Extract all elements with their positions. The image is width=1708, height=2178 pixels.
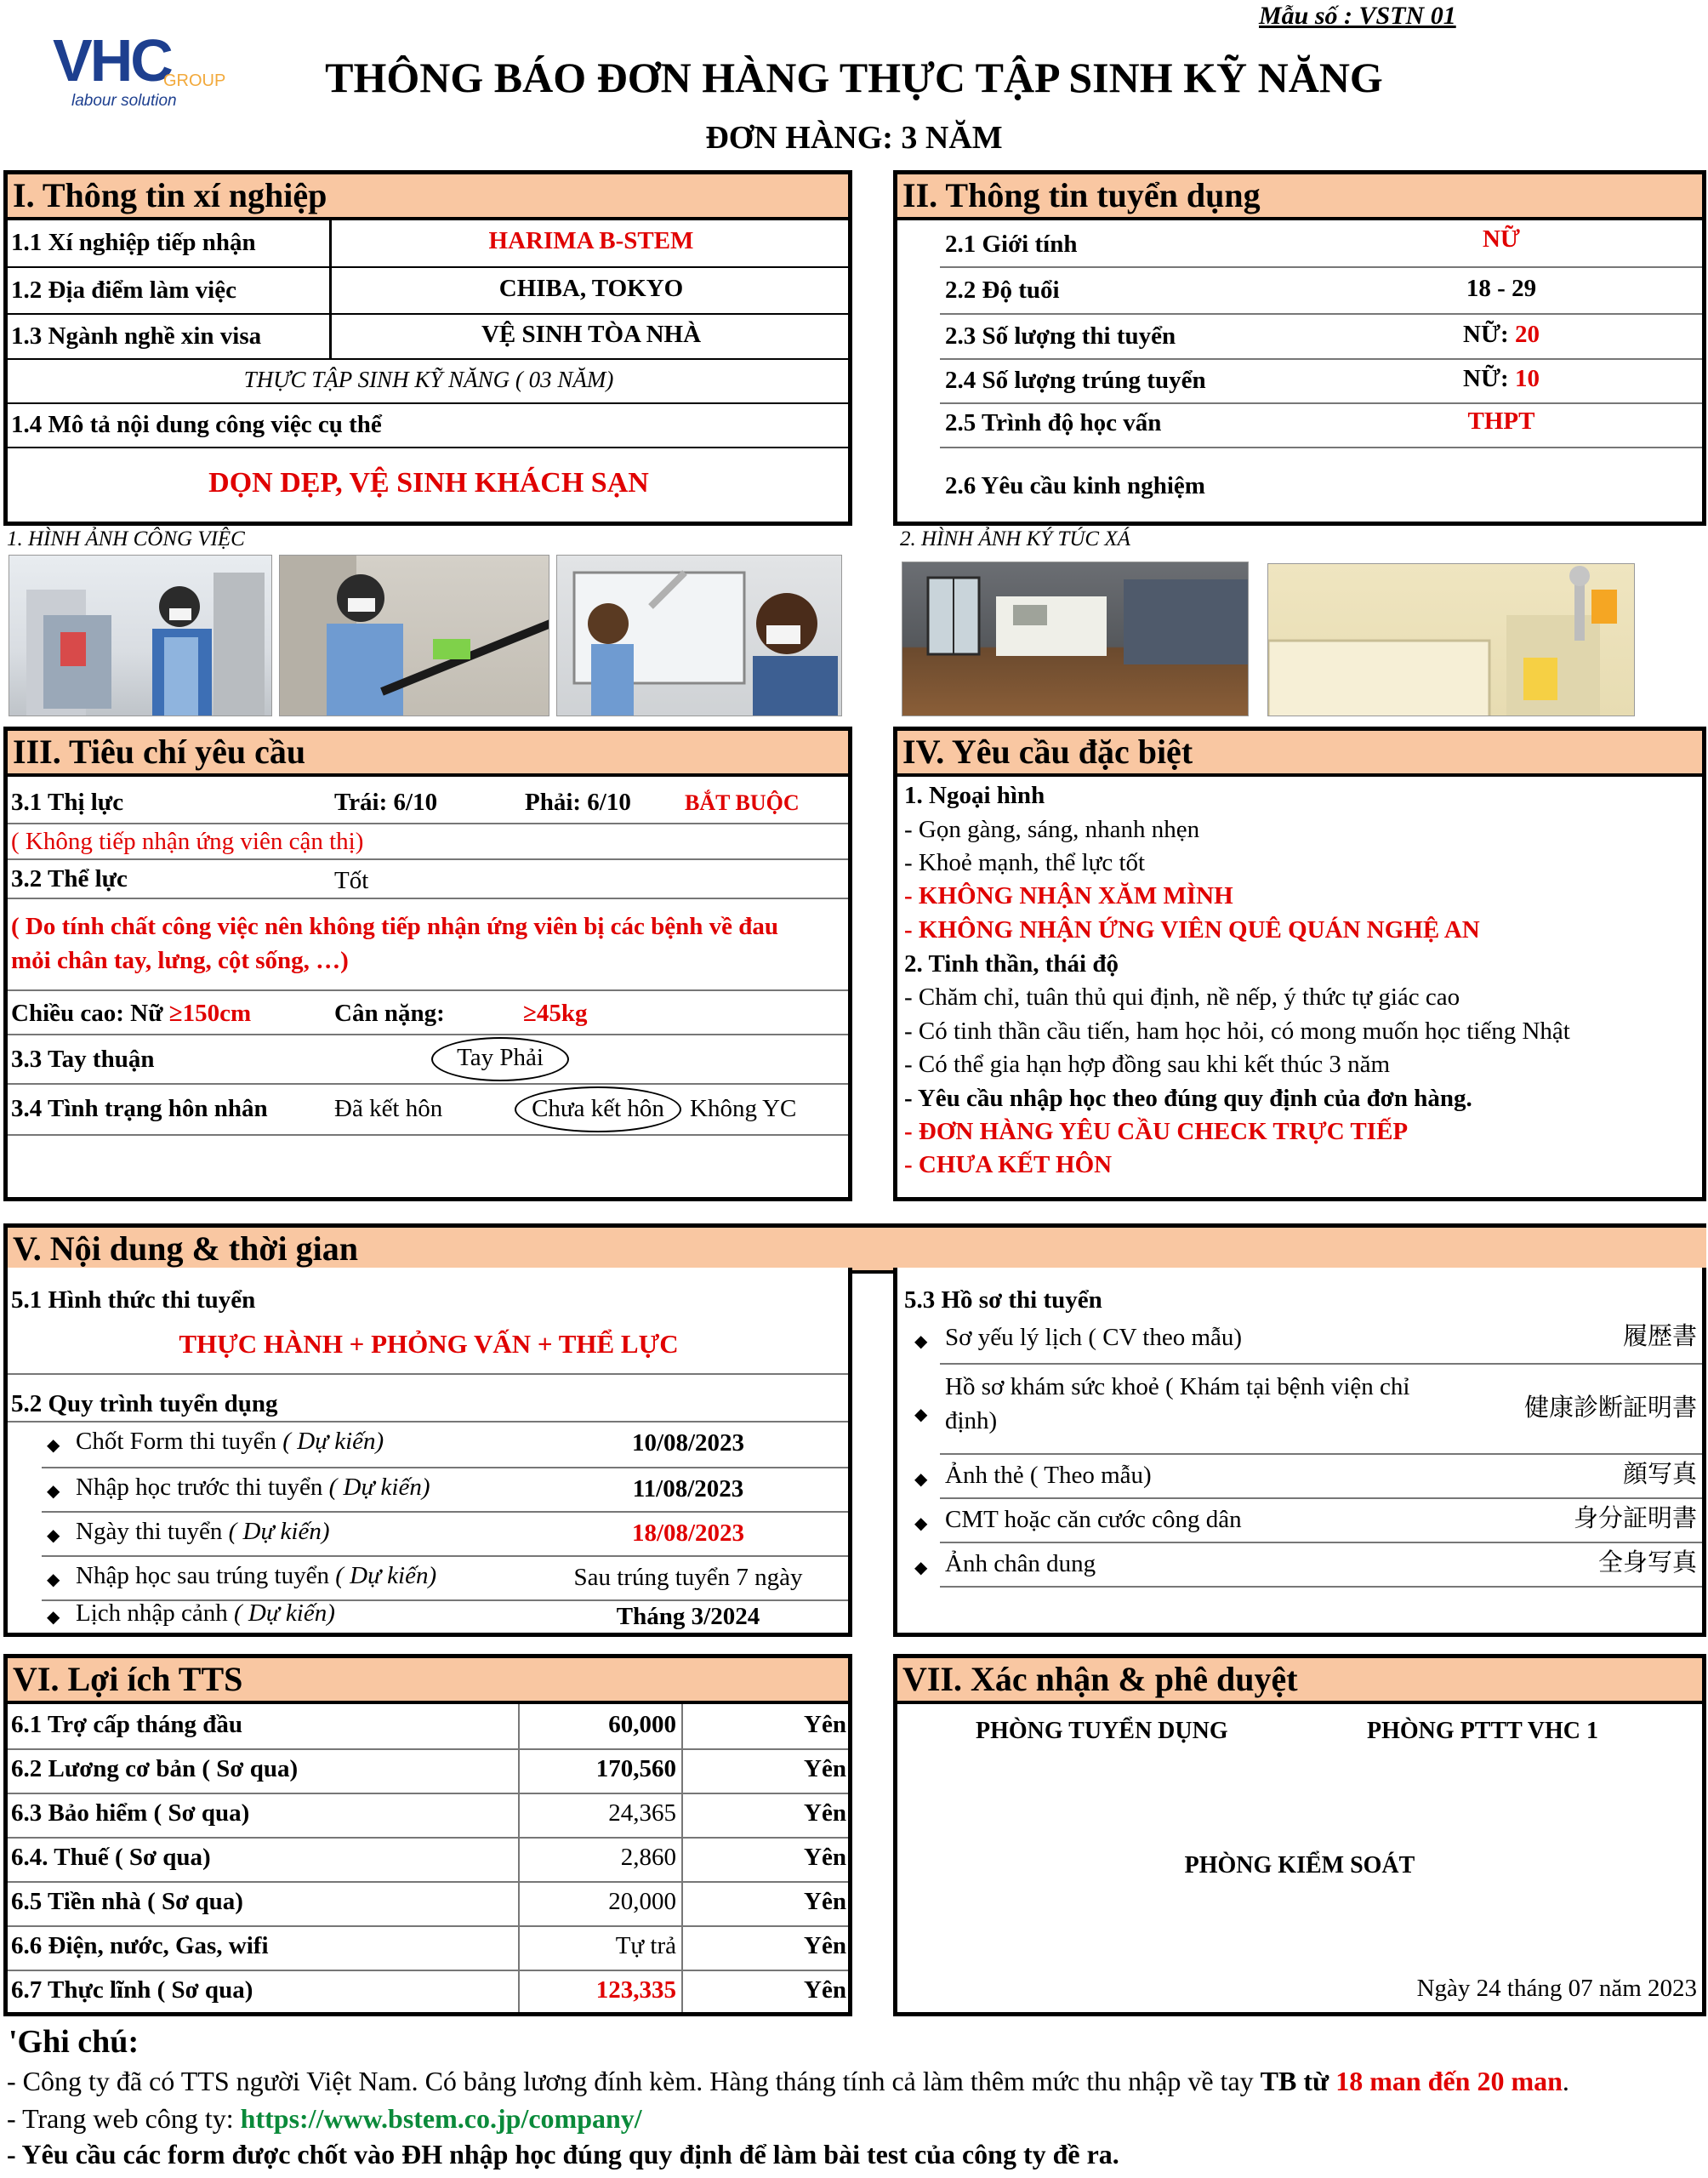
field-value-location: CHIBA, TOKYO [498,275,684,302]
dorm-photo-1 [902,562,1249,716]
company-website-link[interactable]: https://www.bstem.co.jp/company/ [240,2103,642,2134]
fitness-note-2: mỏi chân tay, lưng, cột sống, …) [11,947,349,974]
doc-name-vi: Sơ yếu lý lịch ( CV theo mẫu) [945,1324,1243,1351]
field-label: 2.6 Yêu cầu kinh nghiệm [945,472,1205,499]
dorm-photos-caption: 2. HÌNH ẢNH KÝ TÚC XÁ [900,527,1130,550]
visa-note: THỰC TẬP SINH KỸ NĂNG ( 03 NĂM) [243,367,614,392]
benefit-value: 20,000 [608,1888,676,1915]
benefit-unit: Yên [804,1932,846,1959]
benefit-label: 6.6 Điện, nước, Gas, wifi [11,1932,269,1959]
field-value-visa: VỆ SINH TÒA NHÀ [481,321,702,348]
document-title: THÔNG BÁO ĐƠN HÀNG THỰC TẬP SINH KỸ NĂNG [325,54,1383,101]
benefit-value: 2,860 [620,1844,676,1871]
notes-heading: 'Ghi chú: [9,2024,139,2060]
section-special-requirements [893,727,1706,1201]
benefit-value: 60,000 [608,1711,676,1738]
benefit-value: 170,560 [595,1755,676,1782]
work-photos-caption: 1. HÌNH ẢNH CÔNG VIỆC [7,527,245,550]
bullet-icon: ◆ [47,1482,60,1501]
benefit-value: Tự trả [615,1932,676,1959]
special-line: - Yêu cầu nhập học theo đúng quy định của đơn hàng. [904,1085,1472,1112]
bullet-icon: ◆ [47,1526,60,1545]
section-heading: I. Thông tin xí nghiệp [8,174,848,220]
note-line-1: - Công ty đã có TTS người Việt Nam. Có bảng lương đính kèm. Hàng tháng tính cả làm thêm mức thu nhập về tay TB từ 18 man đến 20 man. [7,2066,1569,2096]
step-name: Lịch nhập cảnh ( Dự kiến) [76,1599,335,1627]
dept-recruitment: PHÒNG TUYỂN DỤNG [976,1718,1228,1744]
step-name: Nhập học sau trúng tuyển ( Dự kiến) [76,1562,437,1589]
step-date: Tháng 3/2024 [616,1603,760,1630]
schedule-right-panel [893,1268,1706,1637]
benefit-unit: Yên [804,1844,846,1871]
special-line: - Có tinh thần cầu tiến, ham học hỏi, có mong muốn học tiếng Nhật [904,1018,1570,1045]
marital-option-any: Không YC [690,1095,797,1122]
special-line: 2. Tinh thần, thái độ [904,950,1119,978]
note-line-2: - Trang web công ty: https://www.bstem.co.jp/company/ [7,2103,642,2134]
benefit-unit: Yên [804,1799,846,1827]
bullet-icon: ◆ [47,1608,60,1627]
section-benefits [3,1654,852,2016]
step-date: 11/08/2023 [632,1475,744,1502]
step-name: Ngày thi tuyển ( Dự kiến) [76,1518,330,1545]
weight-label: Cân nặng: [334,1000,445,1027]
document-subtitle: ĐƠN HÀNG: 3 NĂM [705,120,1003,156]
doc-name-ja: 顔写真 [1622,1461,1697,1488]
benefit-label: 6.3 Bảo hiểm ( Sơ qua) [11,1799,250,1827]
process-label: 5.2 Quy trình tuyển dụng [11,1390,278,1417]
special-line: - KHÔNG NHẬN ỨNG VIÊN QUÊ QUÁN NGHỆ AN [904,916,1480,944]
benefit-value: 24,365 [608,1799,676,1827]
doc-name-vi-cont: định) [945,1407,998,1434]
step-date: 18/08/2023 [631,1519,745,1547]
exam-count: NỮ: 20 [1463,321,1540,348]
special-line: - Gọn gàng, sáng, nhanh nhẹn [904,816,1200,843]
logo-text: VHC [53,27,171,94]
section-company-info [3,170,852,526]
special-line: - Khoẻ mạnh, thể lực tốt [904,849,1146,876]
benefit-label: 6.4. Thuế ( Sơ qua) [11,1844,211,1871]
field-label: 2.4 Số lượng trúng tuyển [945,367,1206,394]
step-name: Chốt Form thi tuyển ( Dự kiến) [76,1428,384,1455]
vision-label: 3.1 Thị lực [11,789,124,816]
docs-label: 5.3 Hồ sơ thi tuyển [904,1286,1102,1314]
exam-format-label: 5.1 Hình thức thi tuyển [11,1286,256,1314]
special-line: - Có thể gia hạn hợp đồng sau khi kết thúc 3 năm [904,1051,1391,1078]
doc-name-vi: Ảnh thẻ ( Theo mẫu) [945,1462,1152,1489]
benefit-label: 6.5 Tiền nhà ( Sơ qua) [11,1888,243,1915]
fitness-note-1: ( Do tính chất công việc nên không tiếp nhận ứng viên bị các bệnh về đau [11,913,779,940]
benefit-unit: Yên [804,1888,846,1915]
work-photo-1 [9,555,272,716]
fitness-value: Tốt [334,867,369,894]
section-recruitment-info [893,170,1706,526]
step-date: Sau trúng tuyển 7 ngày [573,1564,803,1591]
field-label: 2.5 Trình độ học vấn [945,409,1162,436]
special-line: - CHƯA KẾT HÔN [904,1151,1113,1178]
exam-format-value: THỰC HÀNH + PHỎNG VẤN + THỂ LỰC [179,1329,679,1359]
logo-group: GROUP [163,71,226,90]
section-heading: II. Thông tin tuyển dụng [897,174,1702,220]
vision-left: Trái: 6/10 [334,789,438,816]
special-line: - ĐƠN HÀNG YÊU CẦU CHECK TRỰC TIẾP [904,1118,1409,1145]
work-photo-2 [279,555,549,716]
field-label: 2.2 Độ tuổi [945,277,1060,304]
bullet-icon: ◆ [914,1559,928,1577]
pass-count: NỮ: 10 [1463,365,1540,392]
section-requirements [3,727,852,1201]
bullet-icon: ◆ [914,1514,928,1533]
section-heading: VII. Xác nhận & phê duyệt [897,1658,1702,1704]
dept-pttt: PHÒNG PTTT VHC 1 [1367,1718,1599,1744]
job-description: DỌN DẸP, VỆ SINH KHÁCH SẠN [208,467,649,499]
section-heading: VI. Lợi ích TTS [8,1658,848,1704]
weight-value: ≥45kg [523,1000,588,1027]
benefit-unit: Yên [804,1711,846,1738]
bullet-icon: ◆ [914,1332,928,1351]
hand-value: Tay Phải [457,1044,544,1071]
doc-name-vi: Hồ sơ khám sức khoẻ ( Khám tại bệnh viện chỉ [945,1373,1410,1400]
doc-name-ja: 履歴書 [1622,1323,1697,1350]
step-date: 10/08/2023 [631,1429,745,1457]
doc-name-vi: Ảnh chân dung [945,1550,1096,1577]
bullet-icon: ◆ [914,1470,928,1489]
age-value: 18 - 29 [1466,275,1537,302]
field-label: 1.2 Địa điểm làm việc [11,277,236,304]
hand-label: 3.3 Tay thuận [11,1046,155,1073]
doc-name-vi: CMT hoặc căn cước công dân [945,1506,1242,1533]
section-heading: III. Tiêu chí yêu cầu [8,731,848,777]
doc-name-ja: 全身写真 [1597,1549,1697,1576]
special-line: - Chăm chỉ, tuân thủ qui định, nề nếp, ý thức tự giác cao [904,984,1460,1011]
note-line-3: - Yêu cầu các form được chốt vào ĐH nhập học đúng quy định để làm bài test của công ty đề ra. [7,2139,1119,2169]
field-label: 1.4 Mô tả nội dung công việc cụ thể [11,411,382,438]
field-label: 1.1 Xí nghiệp tiếp nhận [11,229,256,256]
section-heading: IV. Yêu cầu đặc biệt [897,731,1702,777]
marital-option-single: Chưa kết hôn [532,1095,664,1122]
doc-name-ja: 身分証明書 [1573,1505,1697,1532]
field-label: 1.3 Ngành nghề xin visa [11,322,262,350]
vision-right: Phải: 6/10 [525,789,631,816]
section-heading: V. Nội dung & thời gian [8,1228,1706,1274]
dorm-photo-2 [1267,563,1635,716]
benefit-label: 6.1 Trợ cấp tháng đầu [11,1711,243,1738]
bullet-icon: ◆ [914,1405,928,1424]
work-photo-3 [556,555,842,716]
schedule-left-panel [3,1268,852,1637]
vision-note: ( Không tiếp nhận ứng viên cận thị) [11,828,364,855]
approval-date: Ngày 24 tháng 07 năm 2023 [1416,1975,1697,2002]
bullet-icon: ◆ [47,1571,60,1589]
bullet-icon: ◆ [47,1436,60,1455]
dept-control: PHÒNG KIỂM SOÁT [1184,1852,1415,1879]
field-label: 2.1 Giới tính [945,231,1078,258]
education-value: THPT [1467,408,1535,435]
benefit-label: 6.7 Thực lĩnh ( Sơ qua) [11,1976,253,2004]
form-number: Mẫu số : VSTN 01 [1259,2,1456,30]
step-name: Nhập học trước thi tuyển ( Dự kiến) [76,1474,430,1501]
fitness-label: 3.2 Thể lực [11,865,128,892]
benefit-label: 6.2 Lương cơ bản ( Sơ qua) [11,1755,299,1782]
special-line: 1. Ngoại hình [904,782,1045,809]
benefit-unit: Yên [804,1755,846,1782]
vision-required: BẮT BUỘC [685,790,800,815]
section-approval [893,1654,1706,2016]
field-value-company: HARIMA B-STEM [488,227,694,254]
benefit-value-net: 123,335 [595,1976,676,2004]
logo-tagline: labour solution [71,92,177,110]
marital-label: 3.4 Tình trạng hôn nhân [11,1095,268,1122]
benefit-unit: Yên [804,1976,846,2004]
doc-name-ja: 健康診断証明書 [1523,1394,1697,1422]
marital-option-married: Đã kết hôn [334,1095,443,1122]
special-line: - KHÔNG NHẬN XĂM MÌNH [904,882,1233,909]
field-label: 2.3 Số lượng thi tuyển [945,322,1176,350]
height-label: Chiều cao: Nữ ≥150cm [11,1000,252,1027]
gender-value: NỮ [1482,225,1521,253]
